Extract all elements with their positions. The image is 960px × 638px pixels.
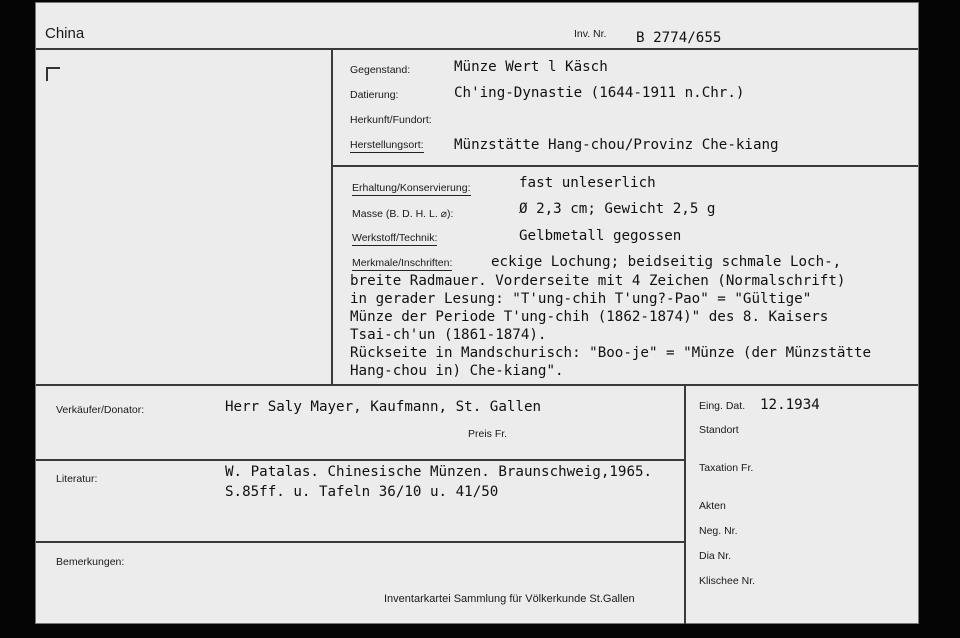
merkmale-line-6: Rückseite in Mandschurisch: "Boo-je" = "Münze (der Münzstätte	[350, 345, 872, 361]
herkunft-label: Herkunft/Fundort:	[350, 114, 432, 126]
klischee-label: Klischee Nr.	[699, 575, 756, 587]
masse-label: Masse (B. D. H. L. ⌀):	[352, 208, 454, 220]
bemerkungen-divider	[36, 541, 684, 543]
header-divider	[36, 48, 918, 50]
preis-label: Preis Fr.	[468, 428, 508, 440]
object-divider	[331, 165, 918, 167]
datierung-label: Datierung:	[350, 89, 399, 101]
merkmale-line-2: breite Radmauer. Vorderseite mit 4 Zeichen (Normalschrift)	[350, 273, 846, 289]
merkmale-line-3: in gerader Lesung: "T'ung-chih T'ung?-Pao" = "Gültige"	[350, 291, 812, 307]
eing-value: 12.1934	[760, 397, 820, 413]
inventory-card	[35, 2, 919, 624]
inv-label: Inv. Nr.	[574, 28, 607, 40]
merkmale-label: Merkmale/Inschriften:	[352, 257, 453, 269]
literatur-line-2: S.85ff. u. Tafeln 36/10 u. 41/50	[225, 484, 499, 500]
eing-label: Eing. Dat.	[699, 400, 746, 412]
merkmale-line-5: Tsai-ch'un (1861-1874).	[350, 327, 547, 343]
merkmale-line-4: Münze der Periode T'ung-chih (1862-1874)" des 8. Kaisers	[350, 309, 829, 325]
card-footer: Inventarkartei Sammlung für Völkerkunde St.Gallen	[384, 593, 635, 605]
verkaeufer-label: Verkäufer/Donator:	[56, 404, 145, 416]
dia-label: Dia Nr.	[699, 550, 732, 562]
country-label: China	[45, 25, 85, 42]
herstellungsort-label: Herstellungsort:	[350, 139, 424, 151]
inv-value: B 2774/655	[636, 30, 722, 46]
erhaltung-value: fast unleserlich	[519, 175, 656, 191]
standort-label: Standort	[699, 424, 739, 436]
erhaltung-label: Erhaltung/Konservierung:	[352, 182, 471, 194]
neg-label: Neg. Nr.	[699, 525, 738, 537]
herstellungsort-value: Münzstätte Hang-chou/Provinz Che-kiang	[454, 137, 779, 153]
literatur-label: Literatur:	[56, 473, 98, 485]
bemerkungen-label: Bemerkungen:	[56, 556, 125, 568]
literatur-divider	[36, 459, 684, 461]
acquisition-top-divider	[36, 384, 918, 386]
merkmale-line-7: Hang-chou in) Che-kiang".	[350, 363, 564, 379]
akten-label: Akten	[699, 500, 726, 512]
literatur-line-1: W. Patalas. Chinesische Münzen. Braunschweig,1965.	[225, 464, 653, 480]
verkaeufer-value: Herr Saly Mayer, Kaufmann, St. Gallen	[225, 399, 542, 415]
datierung-value: Ch'ing-Dynastie (1644-1911 n.Chr.)	[454, 85, 745, 101]
sidebar-divider	[684, 384, 686, 624]
taxation-label: Taxation Fr.	[699, 462, 754, 474]
photo-divider	[331, 48, 333, 384]
masse-value: Ø 2,3 cm; Gewicht 2,5 g	[519, 201, 716, 217]
werkstoff-label: Werkstoff/Technik:	[352, 232, 438, 244]
gegenstand-label: Gegenstand:	[350, 64, 411, 76]
photo-corner-mark	[46, 67, 60, 81]
werkstoff-value: Gelbmetall gegossen	[519, 228, 682, 244]
merkmale-line-1: eckige Lochung; beidseitig schmale Loch-,	[491, 254, 842, 270]
gegenstand-value: Münze Wert l Käsch	[454, 59, 608, 75]
